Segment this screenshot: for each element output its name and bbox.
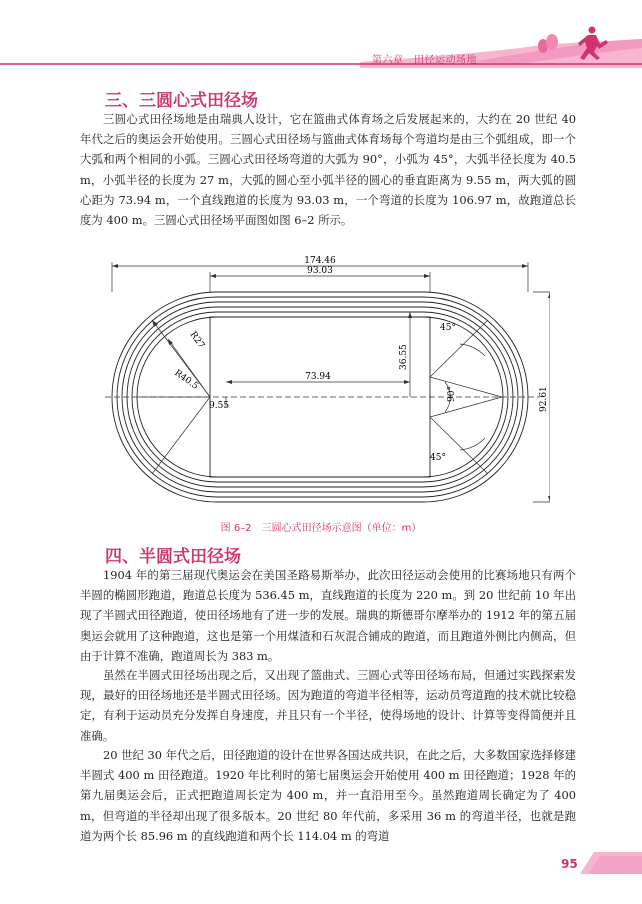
section-four-paragraph-2 bbox=[80, 665, 576, 746]
label-angle-top: 45° bbox=[440, 323, 456, 333]
label-total-width: 92.61 bbox=[539, 386, 549, 412]
section-four-paragraph-3 bbox=[80, 745, 576, 846]
track-diagram bbox=[90, 252, 550, 507]
label-center-offset: 9.55 bbox=[209, 401, 230, 411]
label-angle-bottom: 45° bbox=[430, 453, 446, 463]
label-center-distance: 73.94 bbox=[305, 372, 331, 382]
section-three-paragraph bbox=[80, 109, 576, 230]
figure-caption: 图 6–2 三圆心式田径场示意图（单位：m） bbox=[220, 523, 422, 534]
paragraph-text: 20 世纪 30 年代之后，田径跑道的设计在世界各国达成共识，在此之后，大多数国家选择修建半圆式 400 m 田径跑道。1920 年比利时的第七届奥运会开始使用 400 m 田径跑道；1928 年的第九届奥运会后，正式把跑道周长定为 400 m，并一直沿用至今。虽然跑道周长确定为了 400 m，但弯道的半径却出现了很多版本。20 世纪 80 年代前，多采用 36 m 的弯道半径，也就是跑道为两个长 85.96 m 的直线跑道和两个长 114.04 m 的弯道 bbox=[80, 748, 576, 843]
page-number: 95 bbox=[561, 857, 578, 871]
label-angle-large: 90° bbox=[447, 386, 457, 402]
label-small-radius: R27 bbox=[187, 329, 207, 351]
paragraph-text: 1904 年的第三届现代奥运会在美国圣路易斯举办，此次田径运动会使用的比赛场地只有两个半圆的椭圆形跑道，跑道总长度为 536.45 m，直线跑道的长度为 220 m。到 20 世纪前 10 年出现了半圆式田径跑道，使田径场地有了进一步的发展。瑞典的斯德哥尔摩举办的 1912 年的第五届奥运会就用了这种跑道，这也是第一个用煤渣和石灰混合铺成的跑道，而且跑道外侧比内侧高，但由于计算不准确，跑道周长为 383 m。 bbox=[80, 568, 576, 663]
paragraph-text: 虽然在半圆式田径场出现之后，又出现了篮曲式、三圆心式等田径场布局，但通过实践探索发现，最好的田径场地还是半圆式田径场。因为跑道的弯道半径相等，运动员弯道跑的技术就比较稳定，有利于运动员充分发挥自身速度，并且只有一个半径，使得场地的设计、计算等变得简便并且准确。 bbox=[80, 668, 576, 743]
section-title-semicircle: 四、半圆式田径场 bbox=[105, 547, 241, 567]
section-four-paragraph-1 bbox=[80, 565, 576, 666]
label-total-length: 174.46 bbox=[304, 256, 336, 266]
label-straight-length: 93.03 bbox=[307, 266, 333, 276]
paragraph-text: 三圆心式田径场地是由瑞典人设计，它在篮曲式体育场之后发展起来的，大约在 20 世纪 40 年代之后的奥运会开始使用。三圆心式田径场与篮曲式体育场每个弯道均是由三个弧组成，即一个大弧和两个相同的小弧。三圆心式田径场弯道的大弧为 90°，小弧为 45°，大弧半径长度为 40.5 m，小弧半径的长度为 27 m，大弧的圆心至小弧半径的圆心的垂直距离为 9.55 m，两大弧的圆心距为 73.94 m，一个直线跑道的长度为 93.03 m，一个弯道的长度为 106.97 m，故跑道总长度为 400 m。三圆心式田径场平面图如图 6–2 所示。 bbox=[80, 112, 576, 228]
footer-band bbox=[580, 852, 642, 874]
label-large-radius: R40.5 bbox=[172, 368, 200, 392]
angle-arc-bottom bbox=[460, 438, 485, 450]
header-band bbox=[0, 0, 642, 68]
angle-arc-top bbox=[460, 344, 485, 356]
section-title-three-center: 三、三圆心式田径场 bbox=[105, 91, 258, 111]
label-half-width: 36.55 bbox=[399, 344, 409, 370]
chapter-label: 第六章 田径运动场地 bbox=[372, 55, 477, 66]
